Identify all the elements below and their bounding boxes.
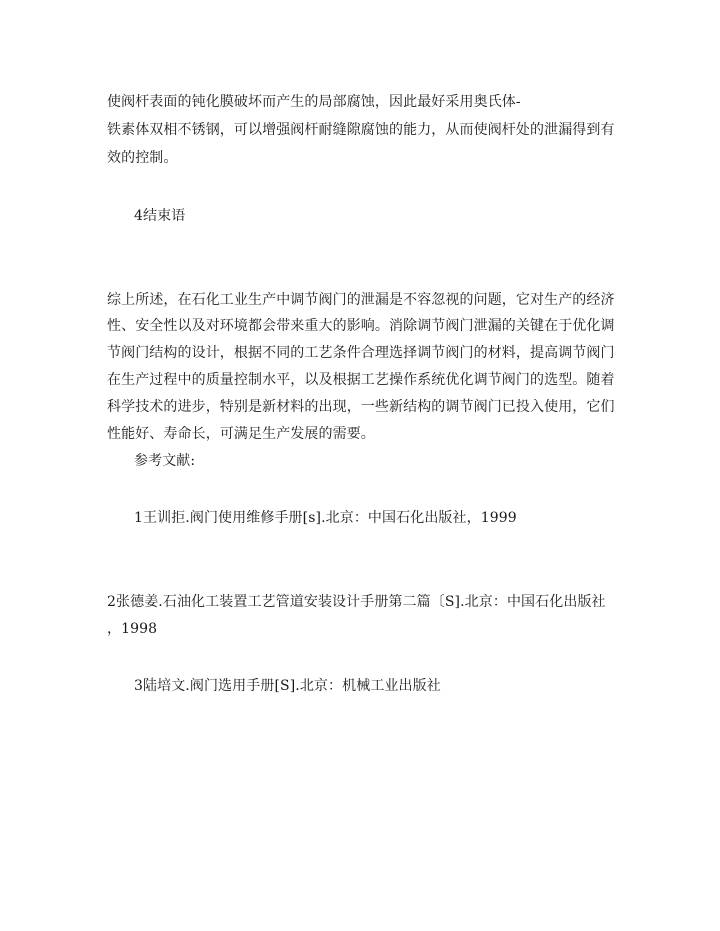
reference-2-line-1: 2张德姜.石油化工装置工艺管道安装设计手册第二篇〔S].北京：中国石化出版社: [107, 594, 606, 610]
intro-line-3: 效的控制。: [107, 150, 178, 166]
reference-1: 1王训拒.阀门使用维修手册[s].北京：中国石化出版社，1999: [134, 510, 517, 526]
conclusion-line-4: 在生产过程中的质量控制水平，以及根据工艺操作系统优化调节阀门的选型。随着: [107, 372, 615, 388]
conclusion-line-2: 性、安全性以及对环境都会带来重大的影响。消除调节阀门泄漏的关键在于优化调: [107, 318, 615, 334]
section-heading: 4结束语: [134, 208, 186, 224]
references-title: 参考文献:: [134, 453, 196, 469]
conclusion-line-1: 综上所述，在石化工业生产中调节阀门的泄漏是不容忽视的问题，它对生产的经济: [107, 292, 615, 308]
conclusion-line-6: 性能好、寿命长，可满足生产发展的需要。: [107, 426, 375, 442]
conclusion-line-5: 科学技术的进步，特别是新材料的出现，一些新结构的调节阀门已投入使用，它们: [107, 399, 615, 415]
reference-2-line-2: ，1998: [107, 621, 158, 637]
intro-line-1: 使阀杆表面的钝化膜破坏而产生的局部腐蚀，因此最好采用奥氏体-: [107, 94, 521, 110]
conclusion-line-3: 节阀门结构的设计，根据不同的工艺条件合理选择调节阀门的材料，提高调节阀门: [107, 345, 615, 361]
intro-line-2: 铁素体双相不锈钢，可以增强阀杆耐缝隙腐蚀的能力，从而使阀杆处的泄漏得到有: [107, 122, 615, 138]
reference-3: 3陆培文.阀门选用手册[S].北京：机械工业出版社: [134, 678, 441, 694]
